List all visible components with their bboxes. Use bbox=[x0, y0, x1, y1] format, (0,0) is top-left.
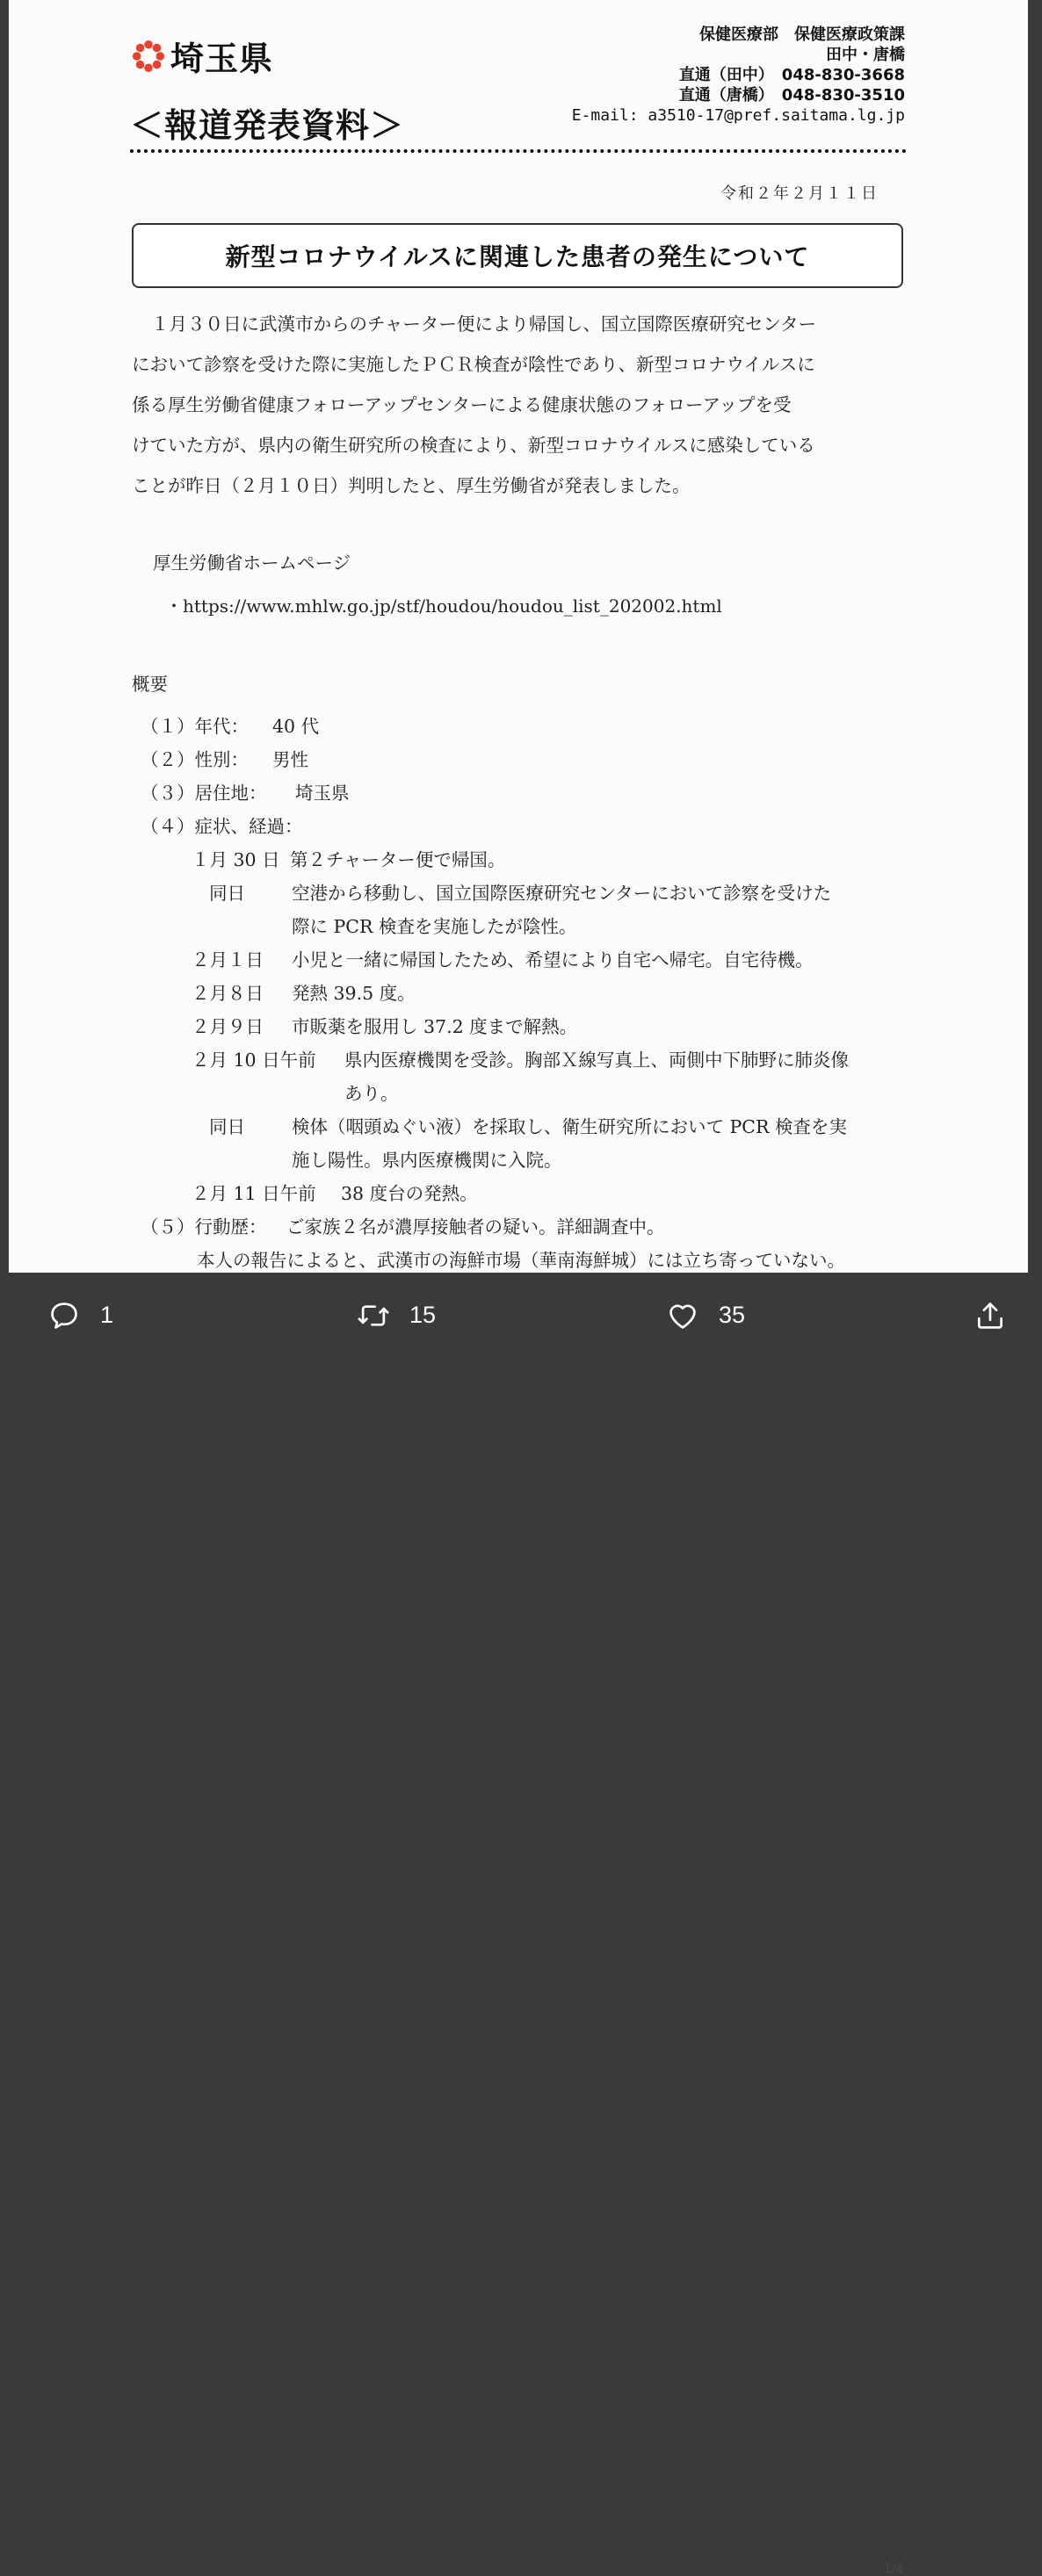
share-button[interactable] bbox=[973, 1273, 1007, 1358]
like-count: 35 bbox=[719, 1302, 746, 1328]
age-row bbox=[141, 711, 319, 738]
timeline-row bbox=[192, 1045, 849, 1072]
contact-persons: 田中・唐橋 bbox=[826, 46, 905, 64]
speech-bubble-icon bbox=[47, 1299, 81, 1332]
behavior-value: ご家族２名が濃厚接触者の疑い。詳細調査中。 bbox=[286, 1216, 665, 1237]
prefecture-name: 埼玉県 bbox=[170, 40, 274, 78]
timeline-text: 検体（咽頭ぬぐい液）を採取し、衛生研究所において PCR 検査を実 bbox=[292, 1116, 847, 1137]
timeline-row bbox=[209, 878, 831, 905]
timeline-row bbox=[344, 1079, 399, 1105]
heart-icon bbox=[666, 1299, 699, 1332]
contact-phone-2: 直通（唐橋） 048-830-3510 bbox=[678, 86, 905, 105]
timeline-date: 同日 bbox=[209, 1116, 245, 1137]
behavior-row bbox=[141, 1212, 665, 1238]
document-title: 新型コロナウイルスに関連した患者の発生について bbox=[225, 242, 810, 271]
age-value: 40 代 bbox=[272, 716, 320, 737]
body-line: において診察を受けた際に実施したＰＣＲ検査が陰性であり、新型コロナウイルスに bbox=[132, 354, 815, 375]
timeline-text: 小児と一緒に帰国したため、希望により自宅へ帰宅。自宅待機。 bbox=[292, 949, 814, 971]
timeline-row bbox=[292, 1145, 562, 1172]
release-date: 令和２年２月１１日 bbox=[720, 184, 879, 203]
timeline-row bbox=[192, 1012, 577, 1038]
reply-count: 1 bbox=[100, 1302, 114, 1328]
timeline-text: 際に PCR 検査を実施したが陰性。 bbox=[292, 916, 577, 937]
body-paragraph bbox=[132, 304, 908, 506]
timeline-row bbox=[192, 1179, 478, 1205]
timeline-date: ２月 11 日午前 bbox=[192, 1183, 316, 1204]
timeline-text: 施し陽性。県内医療機関に入院。 bbox=[292, 1150, 562, 1171]
timeline-row bbox=[192, 978, 416, 1005]
page-number: 1/4 bbox=[884, 2562, 904, 2576]
reply-button[interactable] bbox=[47, 1273, 113, 1358]
timeline-date: ２月８日 bbox=[192, 983, 264, 1004]
retweet-count: 15 bbox=[409, 1302, 437, 1328]
contact-email: E-mail: a3510-17@pref.saitama.lg.jp bbox=[571, 106, 905, 125]
timeline-row bbox=[292, 912, 576, 938]
sex-label: （２）性別： bbox=[141, 749, 249, 770]
timeline-text: 38 度台の発熱。 bbox=[341, 1183, 478, 1204]
behavior-note: 本人の報告によると、武漢市の海鮮市場（華南海鮮城）には立ち寄っていない。 bbox=[197, 1250, 845, 1271]
body-line: けていた方が、県内の衛生研究所の検査により、新型コロナウイルスに感染している bbox=[132, 435, 815, 456]
timeline-text: 第２チャーター便で帰国。 bbox=[290, 849, 506, 870]
body-line: １月３０日に武漢市からのチャーター便により帰国し、国立国際医療研究センター bbox=[151, 314, 817, 335]
retweet-button[interactable] bbox=[357, 1273, 436, 1358]
timeline-text: 市販薬を服用し 37.2 度まで解熱。 bbox=[292, 1016, 578, 1037]
dotted-divider bbox=[130, 149, 907, 153]
residence-row bbox=[141, 778, 350, 805]
timeline-text: 発熱 39.5 度。 bbox=[292, 983, 416, 1004]
timeline-date: 同日 bbox=[209, 883, 245, 904]
timeline-text: 空港から移動し、国立国際医療研究センターにおいて診察を受けた bbox=[292, 883, 832, 904]
symptoms-row bbox=[141, 812, 303, 838]
timeline-date: ２月９日 bbox=[192, 1016, 264, 1037]
residence-label: （３）居住地： bbox=[141, 783, 267, 804]
timeline-date: １月 30 日 bbox=[192, 849, 280, 870]
mhlw-homepage-label: 厚生労働省ホームページ bbox=[153, 552, 351, 574]
document-title-box bbox=[132, 223, 903, 288]
like-button[interactable] bbox=[666, 1273, 745, 1358]
contact-department: 保健医療部 保健医療政策課 bbox=[699, 25, 905, 44]
sex-value: 男性 bbox=[272, 749, 308, 770]
contact-phone-1: 直通（田中） 048-830-3668 bbox=[678, 66, 905, 84]
press-release-heading: ＜報道発表資料＞ bbox=[130, 106, 405, 145]
residence-value: 埼玉県 bbox=[295, 783, 350, 804]
contact-block bbox=[572, 25, 905, 126]
share-icon bbox=[973, 1299, 1007, 1332]
mhlw-url: ・https://www.mhlw.go.jp/stf/houdou/houdou_list_202002.html bbox=[165, 595, 722, 617]
symptoms-label: （４）症状、経過： bbox=[141, 816, 303, 837]
prefecture-logo bbox=[132, 32, 273, 80]
retweet-icon bbox=[357, 1299, 390, 1332]
body-line: 係る厚生労働省健康フォローアップセンターによる健康状態のフォローアップを受 bbox=[132, 394, 792, 415]
sex-row bbox=[141, 745, 308, 771]
timeline-text: あり。 bbox=[344, 1083, 399, 1104]
behavior-label: （５）行動歴： bbox=[141, 1216, 267, 1237]
timeline-row bbox=[209, 1112, 847, 1138]
document-image bbox=[9, 0, 1028, 1273]
tweet-action-bar bbox=[9, 1273, 1028, 2576]
body-line: ことが昨日（２月１０日）判明したと、厚生労働省が発表しました。 bbox=[132, 475, 691, 496]
overview-heading: 概要 bbox=[132, 674, 168, 695]
timeline-text: 県内医療機関を受診。胸部Ｘ線写真上、両側中下肺野に肺炎像 bbox=[344, 1050, 849, 1071]
timeline-row bbox=[192, 845, 505, 871]
saitama-emblem-icon bbox=[132, 40, 165, 73]
timeline-date: ２月 10 日午前 bbox=[192, 1050, 316, 1071]
timeline-row bbox=[192, 945, 814, 971]
timeline-date: ２月１日 bbox=[192, 949, 264, 971]
age-label: （１）年代： bbox=[141, 716, 249, 737]
